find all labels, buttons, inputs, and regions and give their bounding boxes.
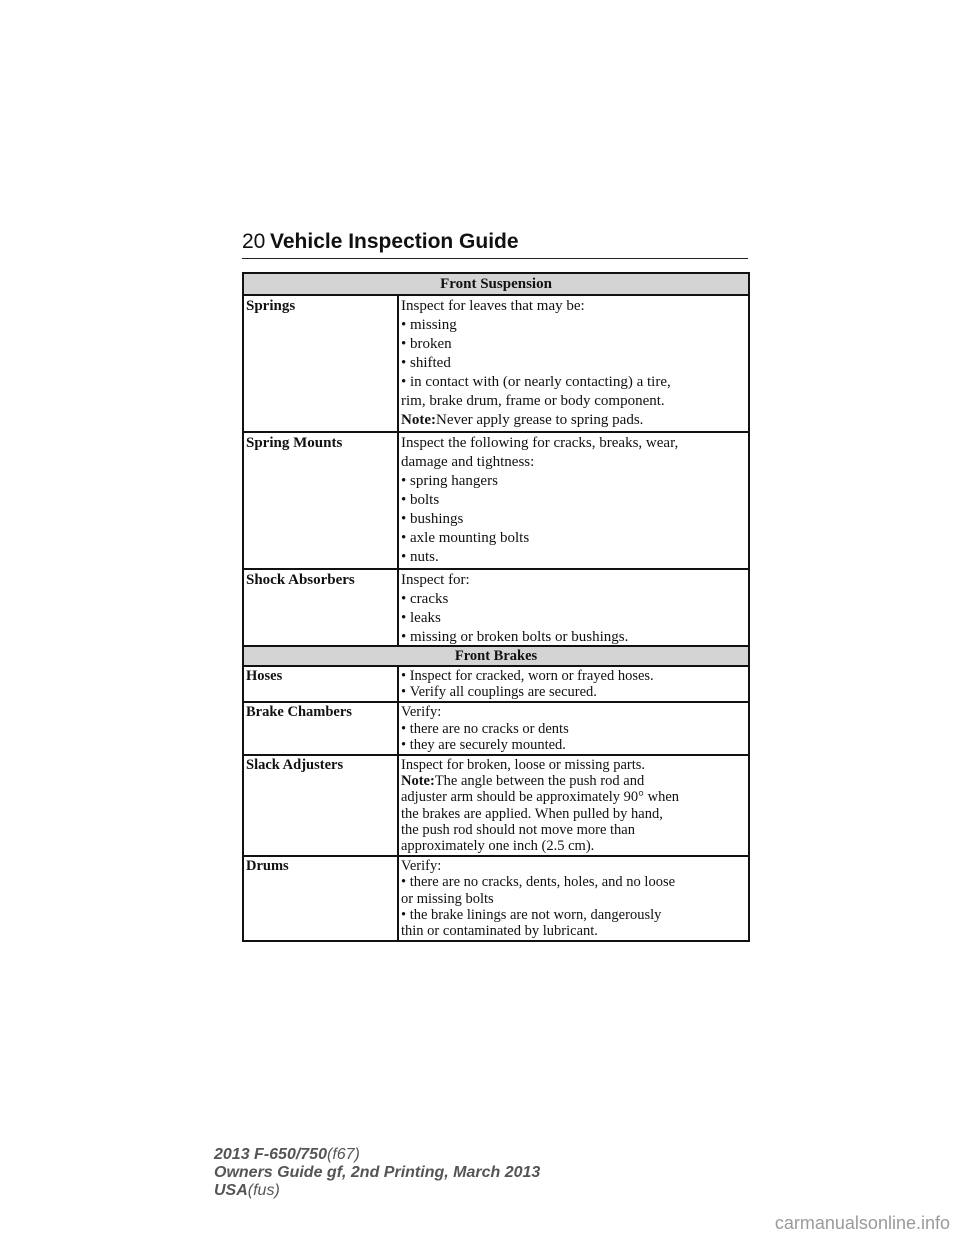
slack-adjusters-details bbox=[398, 755, 749, 856]
drums-intro: Verify: bbox=[401, 858, 442, 875]
table-row bbox=[243, 666, 749, 702]
slack-adjusters-note bbox=[401, 773, 746, 789]
note-text: approximately one inch (2.5 cm). bbox=[401, 838, 595, 855]
spring-mounts-intro: damage and tightness: bbox=[401, 454, 535, 470]
brake-chambers-details bbox=[398, 702, 749, 755]
table-row bbox=[243, 569, 749, 649]
list-item: • missing bbox=[401, 316, 746, 335]
springs-intro: Inspect for leaves that may be: bbox=[401, 298, 585, 314]
list-item: • broken bbox=[401, 335, 746, 354]
list-item-continuation: thin or contaminated by lubricant. bbox=[401, 923, 598, 940]
footer-line bbox=[214, 1146, 540, 1164]
front-suspension-title: Front Suspension bbox=[243, 273, 749, 295]
shock-absorbers-label: Shock Absorbers bbox=[243, 569, 398, 649]
front-brakes-title: Front Brakes bbox=[243, 646, 749, 666]
watermark: carmanualsonline.info bbox=[774, 1213, 950, 1233]
list-item: • in contact with (or nearly contacting) a tire, bbox=[401, 373, 746, 392]
note-label: Note: bbox=[401, 412, 436, 428]
drums-details bbox=[398, 856, 749, 941]
list-item: • Inspect for cracked, worn or frayed hoses. bbox=[401, 668, 746, 684]
brake-chambers-label: Brake Chambers bbox=[243, 702, 398, 755]
list-item: • cracks bbox=[401, 590, 746, 609]
list-item-continuation: or missing bolts bbox=[401, 890, 494, 907]
list-item: • Verify all couplings are secured. bbox=[401, 684, 746, 700]
list-item: • spring hangers bbox=[401, 472, 746, 491]
note-label: Note: bbox=[401, 773, 435, 790]
note-text: adjuster arm should be approximately 90° when bbox=[401, 789, 680, 806]
section-title: Vehicle Inspection Guide bbox=[270, 230, 519, 253]
table-row bbox=[243, 856, 749, 941]
page-number: 20 bbox=[242, 230, 266, 253]
front-brakes-table bbox=[242, 645, 750, 942]
list-item: • nuts. bbox=[401, 548, 746, 567]
slack-adjusters-intro: Inspect for broken, loose or missing parts. bbox=[401, 757, 646, 774]
footer-market: USA bbox=[214, 1182, 248, 1199]
table-row bbox=[243, 755, 749, 856]
note-text: Never apply grease to spring pads. bbox=[435, 412, 644, 428]
page-header bbox=[242, 230, 748, 259]
list-item: • there are no cracks, dents, holes, and no loose bbox=[401, 874, 746, 890]
table-row bbox=[243, 432, 749, 569]
drums-label: Drums bbox=[243, 856, 398, 941]
springs-label: Springs bbox=[243, 295, 398, 432]
springs-note bbox=[401, 411, 746, 430]
list-item: • missing or broken bolts or bushings. bbox=[401, 628, 746, 647]
note-text: The angle between the push rod and bbox=[434, 773, 645, 790]
hoses-label: Hoses bbox=[243, 666, 398, 702]
note-text: the push rod should not move more than bbox=[401, 821, 635, 838]
springs-continuation: rim, brake drum, frame or body component. bbox=[401, 393, 665, 409]
list-item: • the brake linings are not worn, dangerously bbox=[401, 907, 746, 923]
spring-mounts-label: Spring Mounts bbox=[243, 432, 398, 569]
brake-chambers-intro: Verify: bbox=[401, 704, 442, 721]
footer-model: 2013 F-650/750 bbox=[214, 1146, 327, 1163]
springs-details bbox=[398, 295, 749, 432]
front-suspension-table bbox=[242, 272, 750, 650]
footer-line bbox=[214, 1182, 540, 1200]
shock-absorbers-details bbox=[398, 569, 749, 649]
slack-adjusters-label: Slack Adjusters bbox=[243, 755, 398, 856]
footer-market-code: (fus) bbox=[247, 1182, 280, 1199]
list-item: • axle mounting bolts bbox=[401, 529, 746, 548]
table-row bbox=[243, 295, 749, 432]
list-item: • there are no cracks or dents bbox=[401, 721, 746, 737]
list-item: • leaks bbox=[401, 609, 746, 628]
shock-absorbers-intro: Inspect for: bbox=[401, 572, 470, 588]
table-row bbox=[243, 702, 749, 755]
list-item: • they are securely mounted. bbox=[401, 737, 746, 753]
hoses-details bbox=[398, 666, 749, 702]
footer-edition: Owners Guide gf, 2nd Printing, March 2013 bbox=[214, 1164, 541, 1181]
spring-mounts-intro: Inspect the following for cracks, breaks, wear, bbox=[401, 435, 679, 451]
footer-model-code: (f67) bbox=[326, 1146, 360, 1163]
list-item: • bolts bbox=[401, 491, 746, 510]
list-item: • shifted bbox=[401, 354, 746, 373]
note-text: the brakes are applied. When pulled by hand, bbox=[401, 805, 663, 822]
list-item: • bushings bbox=[401, 510, 746, 529]
document-footer bbox=[214, 1146, 540, 1200]
spring-mounts-details bbox=[398, 432, 749, 569]
